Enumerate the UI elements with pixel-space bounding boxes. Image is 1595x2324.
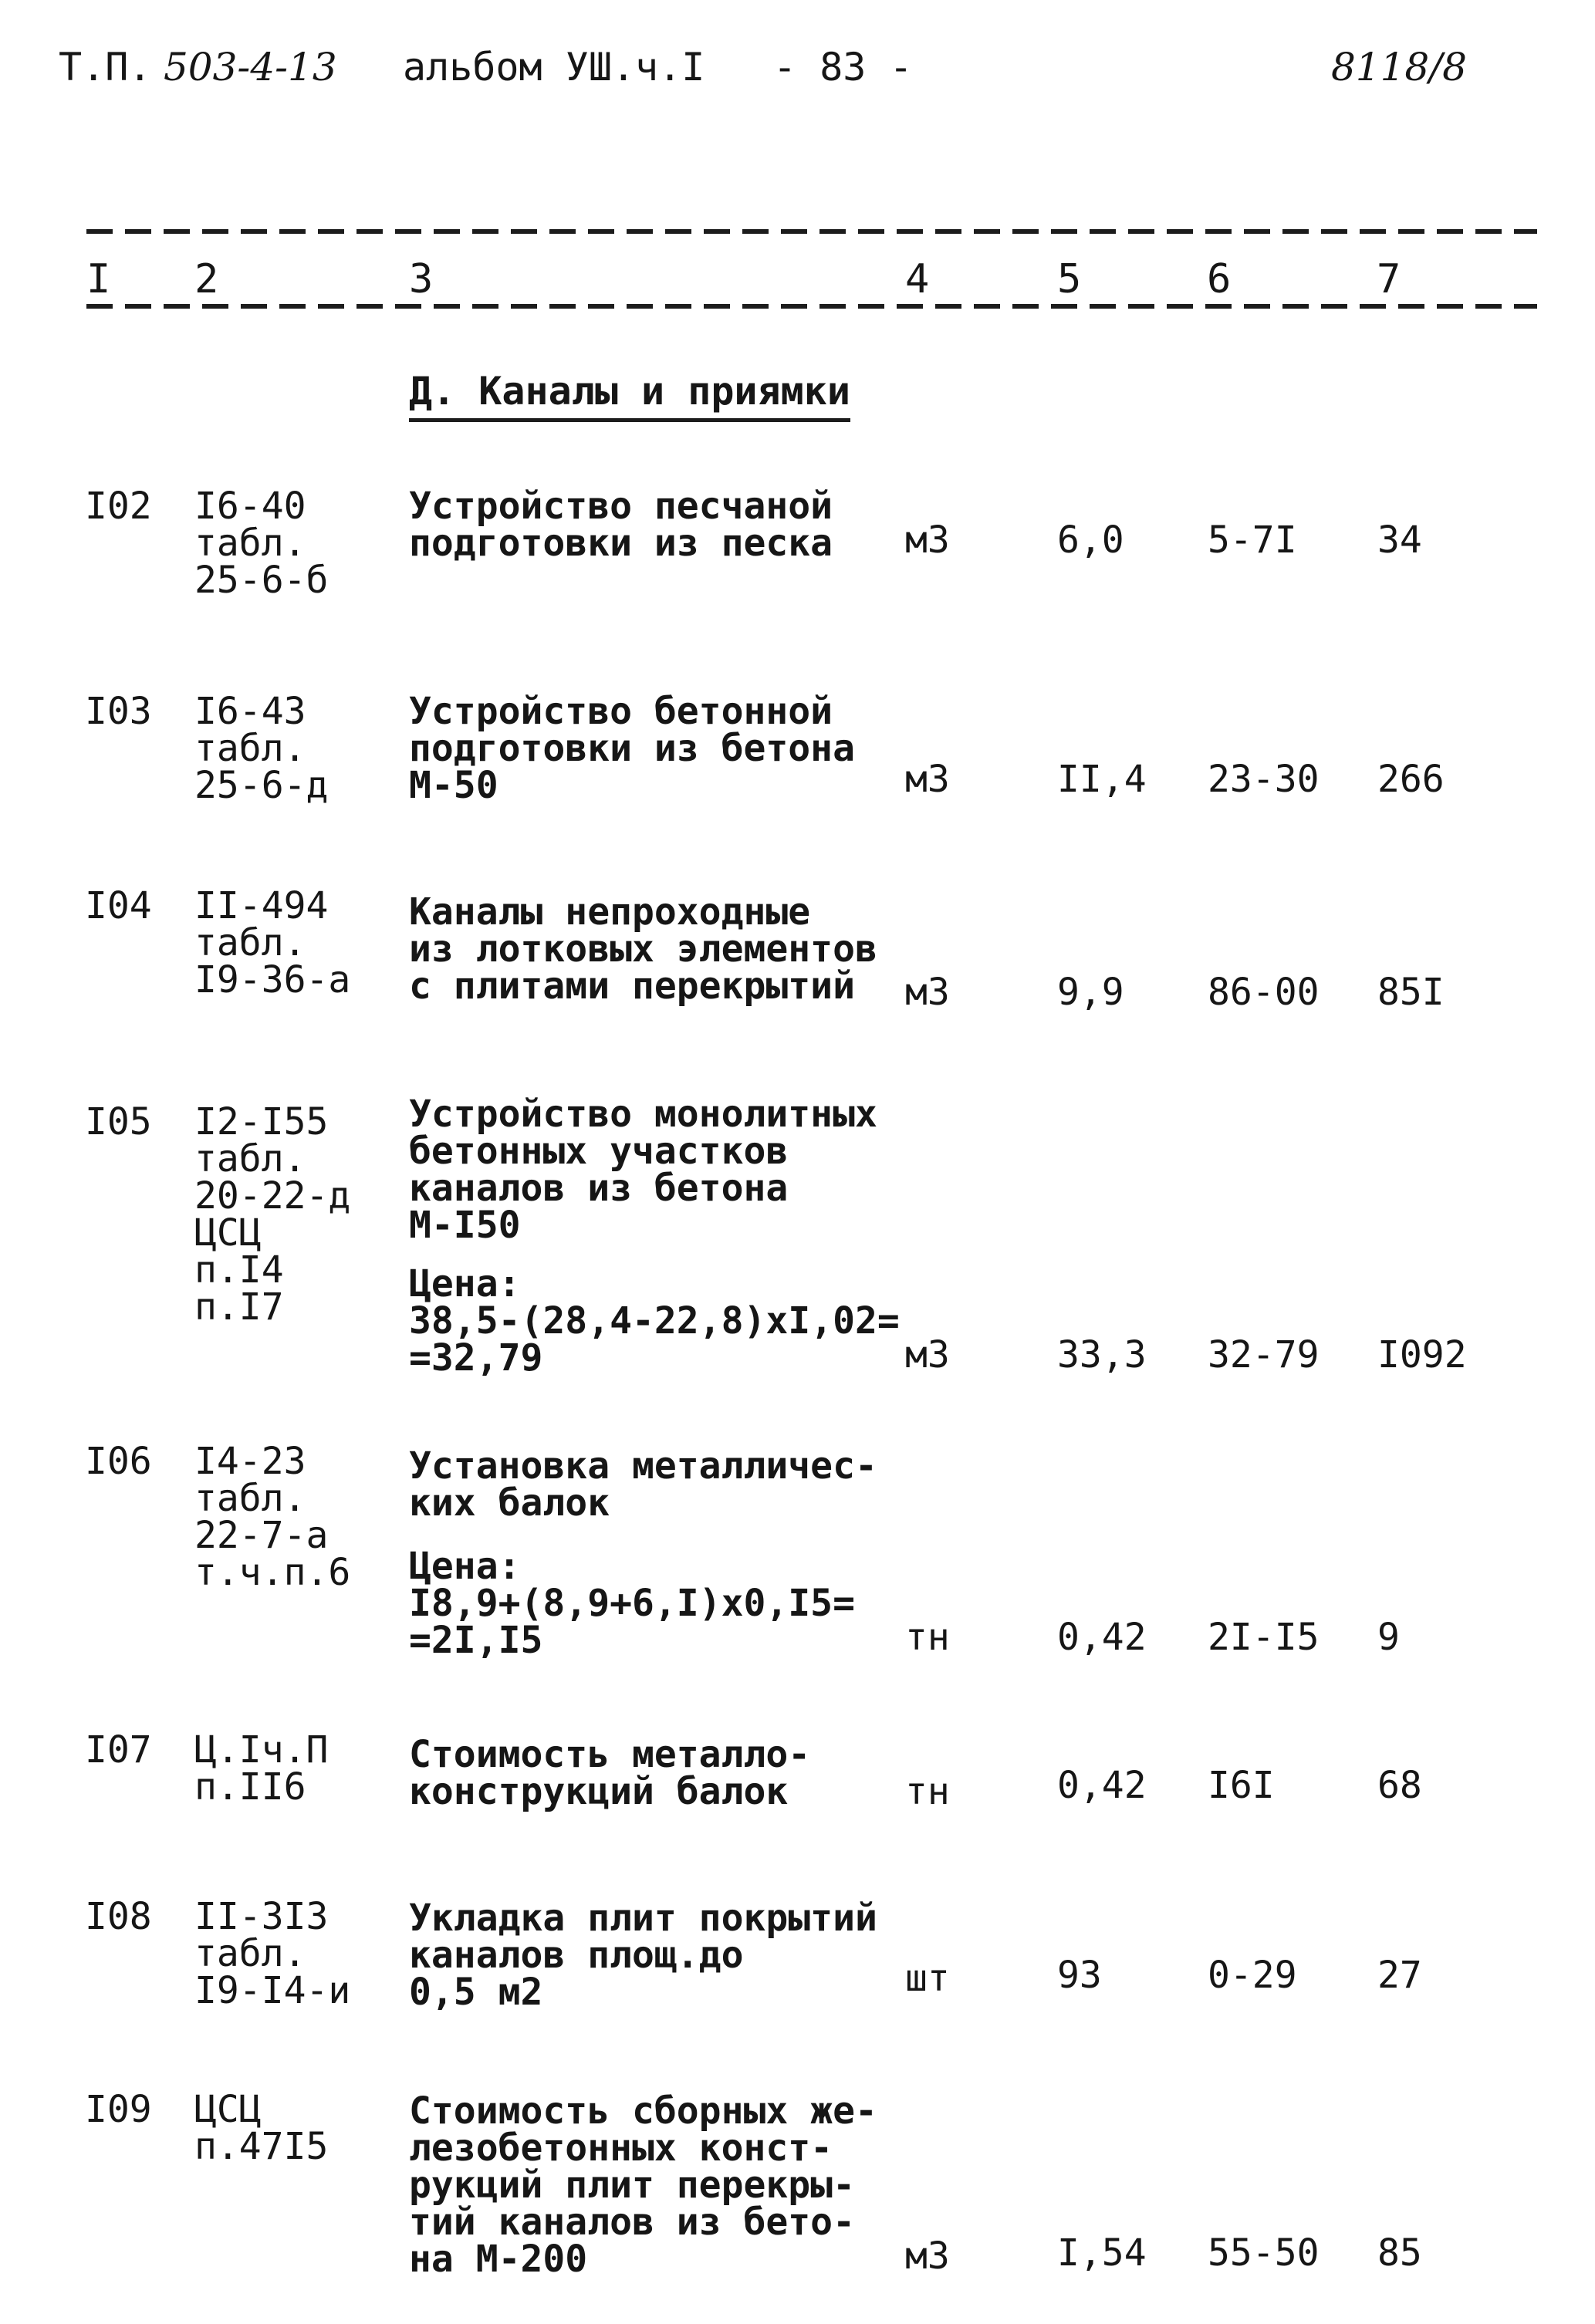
row-number: I05 — [85, 1100, 152, 1143]
price-formula: Цена: I8,9+(8,9+6,I)x0,I5= =2I,I5 — [409, 1545, 855, 1662]
column-number-5: 5 — [1053, 256, 1086, 302]
row-total: 68 — [1377, 1764, 1422, 1807]
row-price: 32-79 — [1208, 1333, 1320, 1376]
row-unit: м3 — [905, 1333, 950, 1376]
row-number: I07 — [85, 1728, 152, 1772]
row-total: 34 — [1377, 519, 1422, 562]
row-number: I08 — [85, 1895, 152, 1938]
row-price: 2I-I5 — [1208, 1616, 1320, 1659]
row-quantity: 6,0 — [1057, 519, 1124, 562]
row-price: 86-00 — [1208, 971, 1320, 1014]
row-number: I03 — [85, 690, 152, 733]
column-number-4: 4 — [901, 256, 934, 302]
row-total: 9 — [1377, 1616, 1400, 1659]
row-price: I6I — [1208, 1764, 1275, 1807]
row-code: ЦСЦ п.47I5 — [194, 2088, 329, 2168]
album-label: альбом УШ.ч.I — [403, 45, 705, 90]
row-total: 27 — [1377, 1954, 1422, 1997]
row-total: I092 — [1377, 1333, 1467, 1376]
row-number: I06 — [85, 1440, 152, 1483]
row-quantity: II,4 — [1057, 758, 1147, 801]
row-description: Устройство песчаной подготовки из песка — [409, 485, 833, 565]
row-unit: тн — [905, 1770, 950, 1813]
row-unit: м3 — [905, 519, 950, 562]
row-quantity: 0,42 — [1057, 1616, 1147, 1659]
row-unit: м3 — [905, 758, 950, 801]
row-number: I09 — [85, 2088, 152, 2131]
row-description: Стоимость сборных же- лезобетонных конст- рукций плит перекры- тий каналов из бето- на М-200 — [409, 2089, 877, 2281]
project-code: 503-4-13 — [164, 45, 337, 90]
archive-number: 8118/8 — [1331, 45, 1467, 90]
row-description: Устройство бетонной подготовки из бетона М-50 — [409, 690, 855, 807]
column-number-7: 7 — [1372, 256, 1405, 302]
row-unit: тн — [905, 1616, 950, 1659]
page-number: - 83 - — [773, 45, 913, 90]
row-total: 85 — [1377, 2231, 1422, 2275]
row-price: 55-50 — [1208, 2231, 1320, 2275]
row-description: Каналы непроходные из лотковых элементов с плитами перекрытий — [409, 890, 877, 1008]
row-code: II-494 табл. I9-36-а — [194, 884, 351, 1002]
header-rule-top — [86, 229, 1537, 234]
row-number: I04 — [85, 884, 152, 927]
row-unit: м3 — [905, 2234, 950, 2278]
column-number-3: 3 — [404, 256, 438, 302]
price-formula: Цена: 38,5-(28,4-22,8)xI,02= =32,79 — [409, 1262, 900, 1380]
row-price: 5-7I — [1208, 519, 1297, 562]
column-number-6: 6 — [1202, 256, 1235, 302]
row-description: Стоимость металло- конструкций балок — [409, 1733, 811, 1813]
row-description: Укладка плит покрытий каналов площ.до 0,5 м2 — [409, 1897, 877, 2014]
row-total: 85I — [1377, 971, 1445, 1014]
row-quantity: 9,9 — [1057, 971, 1124, 1014]
header-rule-bottom — [86, 304, 1537, 309]
row-code: I4-23 табл. 22-7-а т.ч.п.6 — [194, 1440, 351, 1594]
row-price: 23-30 — [1208, 758, 1320, 801]
section-title: Д. Каналы и приямки — [409, 369, 850, 422]
row-unit: шт — [905, 1957, 950, 2000]
row-code: Ц.Iч.П п.II6 — [194, 1728, 329, 1809]
row-total: 266 — [1377, 758, 1445, 801]
row-number: I02 — [85, 485, 152, 528]
column-number-2: 2 — [190, 256, 223, 302]
row-code: I2-I55 табл. 20-22-д ЦСЦ п.I4 п.I7 — [194, 1100, 351, 1329]
row-quantity: 93 — [1057, 1954, 1102, 1997]
row-quantity: I,54 — [1057, 2231, 1147, 2275]
header-prefix: Т.П. — [59, 45, 152, 90]
row-code: I6-40 табл. 25-6-б — [194, 485, 329, 602]
row-quantity: 33,3 — [1057, 1333, 1147, 1376]
column-number-1: I — [82, 256, 115, 302]
row-code: II-3I3 табл. I9-I4-и — [194, 1895, 351, 2012]
row-code: I6-43 табл. 25-6-д — [194, 690, 329, 807]
row-price: 0-29 — [1208, 1954, 1297, 1997]
row-quantity: 0,42 — [1057, 1764, 1147, 1807]
row-description: Устройство монолитных бетонных участков каналов из бетона М-I50 — [409, 1093, 877, 1247]
row-description: Установка металличес- ких балок — [409, 1444, 877, 1525]
row-unit: м3 — [905, 971, 950, 1014]
